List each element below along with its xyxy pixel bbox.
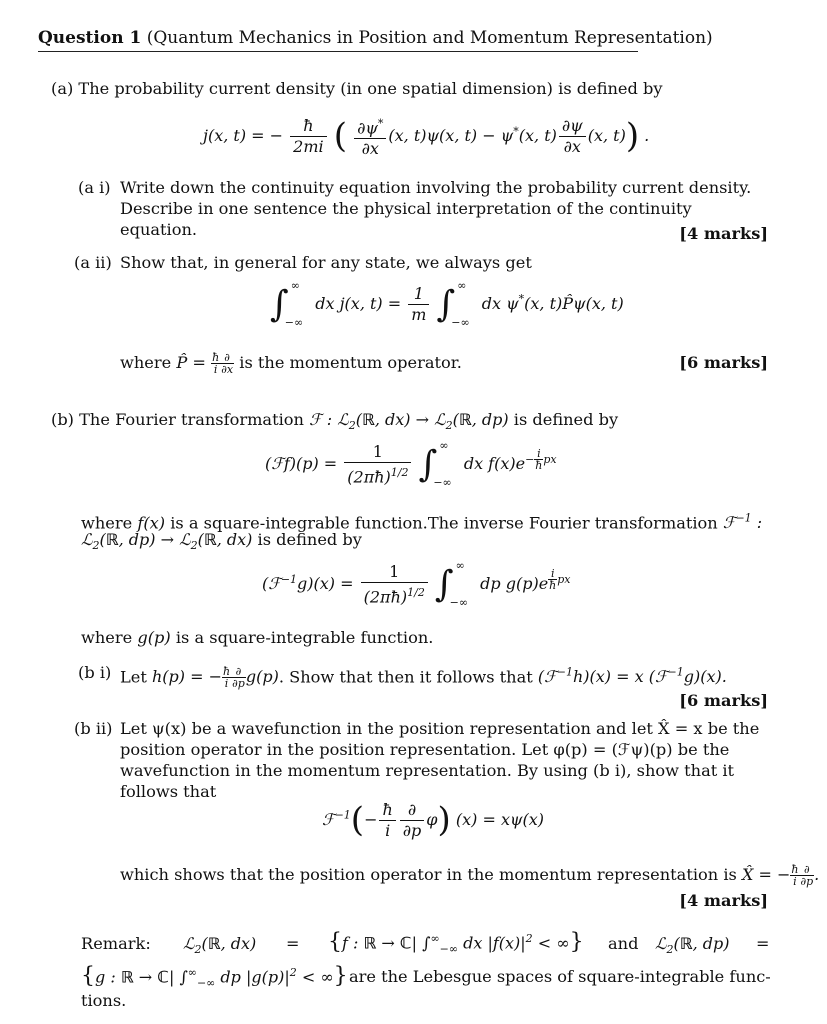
momentum-operator-line: where P̂ = $\frac{ħ}{i}$ $\frac{\partial}{\partial x}$ is the momentum operator. [120, 351, 462, 376]
remark-set-f: {f : ℝ → ℂ| $\int^\infty_{-\infty}$ dx $|f(x)|^2$ < ∞} [328, 929, 584, 956]
part-aii-text: Show that, in general for any state, we always get [120, 253, 532, 272]
remark-equals-1: = [286, 934, 300, 953]
part-bii-label: (b ii) [74, 719, 113, 738]
part-aii-label: (a ii) [74, 253, 112, 272]
inverse-where-text: is a square-integrable function. [175, 628, 434, 647]
part-bi-label: (b i) [78, 663, 112, 682]
part-bii-text: Let ψ(x) be a wavefunction in the position representation and let X̂ = x be the position operator in the position representation. Let φ(p) = (ℱψ)(p) be the wavefunction in the momentum representation. By using (b i), show that it follows that [120, 719, 760, 801]
remark-tail: are the Lebesgue spaces of square-integrable func- [349, 967, 771, 986]
remark-and: and [608, 934, 639, 953]
part-bi-text-1: Let [120, 667, 147, 687]
part-b-intro: (b) The Fourier transformation ℱ : ℒ$_2$(ℝ, dx) → ℒ$_2$(ℝ, dp) is defined by [51, 410, 619, 433]
remark-label: Remark: [81, 934, 151, 953]
position-operator-equation: ℱ$^{-1}$(− $\frac{ħ}{i}$ $\frac{\partial}{\partial p}$ φ) (x) = xψ(x) [322, 800, 545, 840]
part-bi-text: Let h(p) = − $\frac{ħ}{i}$ $\frac{\partial}{\partial p}$ g(p). Show that then it follows that (ℱ$^{-1}$h)(x) = x (ℱ$^{-1}$g)(x). [120, 665, 727, 691]
part-ai-marks: [4 marks] [679, 224, 768, 243]
current-density-equation: j(x, t) = − $\frac{ħ}{2mi}$ ( $\frac{\partial\psi^*}{\partial x}$ (x, t)ψ(x, t) − ψ*(x, t) $\frac{\partial\psi}{\partial x}$ (x, t)) . [203, 114, 649, 159]
question-label: Question 1 [38, 28, 142, 48]
fourier-transform-equation: (ℱf)(p) = $\frac{1}{(2\pi ħ)^{1/2}}$ ∫ ∞ −∞ dx $f(x)e^{- \frac{i}{ħ} px}$ [265, 438, 557, 489]
title-underline [38, 51, 638, 52]
fourier-where-text: is a square-integrable function.The inverse Fourier transformation [170, 513, 718, 533]
part-bii-marks: [4 marks] [679, 891, 768, 910]
remark-tail-2: tions. [81, 991, 127, 1010]
remark-space-dx: ℒ$_2$(ℝ, dx) [183, 934, 257, 957]
question-subtitle: (Quantum Mechanics in Position and Momentum Representation) [146, 28, 713, 48]
where-prefix: where [120, 353, 172, 372]
part-b-intro-text: (b) The Fourier transformation [51, 410, 304, 429]
inverse-where-line: where g(p) is a square-integrable function. [81, 628, 434, 647]
part-aii-marks: [6 marks] [679, 353, 768, 372]
momentum-operator-text: is the momentum operator. [239, 353, 462, 372]
remark-equals-2: = [756, 934, 770, 953]
part-bii-conclusion: which shows that the position operator in the momentum representation is [120, 865, 737, 884]
part-b-intro-tail: is defined by [513, 410, 619, 429]
part-ai-label: (a i) [78, 178, 111, 197]
integral-identity-equation: ∫ ∞ −∞ dx j(x, t) = $\frac{1}{m}$ ∫ ∞ −∞ dx ψ*(x, t)P̂ψ(x, t) [270, 278, 624, 329]
part-bi-marks: [6 marks] [679, 691, 768, 710]
inverse-fourier-tail: is defined by [257, 530, 362, 549]
part-a-intro: (a) The probability current density (in one spatial dimension) is defined by [51, 79, 663, 98]
part-ai-text: Write down the continuity equation involving the probability current density. Describe in one sentence the physical interpretation of the continuity equation. [120, 178, 752, 239]
fourier-where-line: where f(x) is a square-integrable function.The inverse Fourier transformation ℱ$^{-1}$ : [81, 512, 763, 533]
question-title [38, 28, 713, 49]
inverse-fourier-equation: (ℱ$^{-1}$g)(x) = $\frac{1}{(2\pi ħ)^{1/2}}$ ∫ ∞ −∞ dp g(p)e $^{\frac{i}{ħ} px}$ [262, 558, 571, 609]
remark-set-g: {g : ℝ → ℂ| $\int^\infty_{-\infty}$ dp $|g(p)|^2$ < ∞} [81, 963, 348, 990]
remark-space-dp: ℒ$_2$(ℝ, dp) [655, 934, 730, 957]
part-bii-conclusion-line: which shows that the position operator in the momentum representation is X̂ = − $\frac{ħ}{i}$ $\frac{\partial}{\partial p}$ . [120, 863, 820, 888]
part-bi-text-2: . Show that then it follows that [278, 667, 533, 687]
inverse-fourier-domain-line: ℒ$_2$(ℝ, dp) → ℒ$_2$(ℝ, dx) is defined by [81, 530, 362, 553]
